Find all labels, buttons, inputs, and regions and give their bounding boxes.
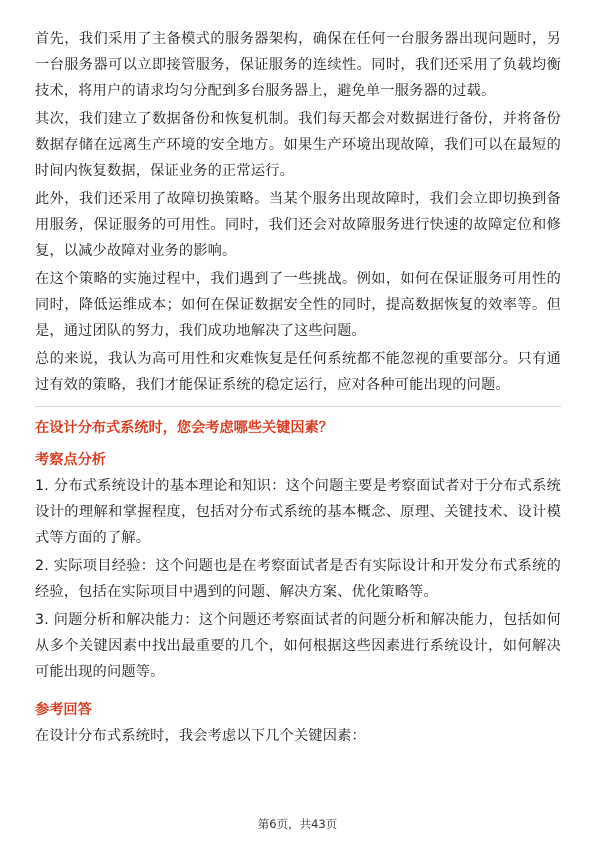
analysis-heading: 考察点分析 [35, 452, 106, 468]
analysis-item: 1. 分布式系统设计的基本理论和知识：这个问题主要是考察面试者对于分布式系统设计的理解和掌握程度，包括对分布式系统的基本概念、原理、关键技术、设计模式等方面的了解。 [35, 478, 561, 546]
answer-intro: 在设计分布式系统时，我会考虑以下几个关键因素： [35, 728, 366, 744]
paragraph-failover: 此外，我们还采用了故障切换策略。当某个服务出现故障时，我们会立即切换到备用服务，保证服务的可用性。同时，我们还会对故障服务进行快速的故障定位和修复，以减少故障对业务的影响。 [35, 191, 561, 259]
document-page [35, 26, 561, 749]
answer-heading: 参考回答 [35, 702, 92, 718]
analysis-item: 3. 问题分析和解决能力：这个问题还考察面试者的问题分析和解决能力，包括如何从多个关键因素中找出最重要的几个，如何根据这些因素进行系统设计，如何解决可能出现的问题等。 [35, 612, 561, 680]
paragraph-data-backup: 其次，我们建立了数据备份和恢复机制。我们每天都会对数据进行备份，并将备份数据存储在远离生产环境的安全地方。如果生产环境出现故障，我们可以在最短的时间内恢复数据，保证业务的正常运行。 [35, 111, 561, 179]
page-footer: 第6页，共43页 [257, 817, 338, 831]
paragraph-challenges: 在这个策略的实施过程中，我们遇到了一些挑战。例如，如何在保证服务可用性的同时，降低运维成本；如何在保证数据安全性的同时，提高数据恢复的效率等。但是，通过团队的努力，我们成功地解决了这些问题。 [35, 271, 561, 339]
section-divider [35, 406, 561, 407]
paragraph-summary: 总的来说，我认为高可用性和灾难恢复是任何系统都不能忽视的重要部分。只有通过有效的策略，我们才能保证系统的稳定运行，应对各种可能出现的问题。 [35, 351, 561, 393]
analysis-item: 2. 实际项目经验：这个问题也是在考察面试者是否有实际设计和开发分布式系统的经验，包括在实际项目中遇到的问题、解决方案、优化策略等。 [35, 558, 561, 600]
interview-question: 在设计分布式系统时，您会考虑哪些关键因素？ [35, 420, 333, 436]
paragraph-primary-backup: 首先，我们采用了主备模式的服务器架构，确保在任何一台服务器出现问题时，另一台服务器可以立即接管服务，保证服务的连续性。同时，我们还采用了负载均衡技术，将用户的请求均匀分配到多台服务器上，避免单一服务器的过载。 [35, 31, 561, 99]
